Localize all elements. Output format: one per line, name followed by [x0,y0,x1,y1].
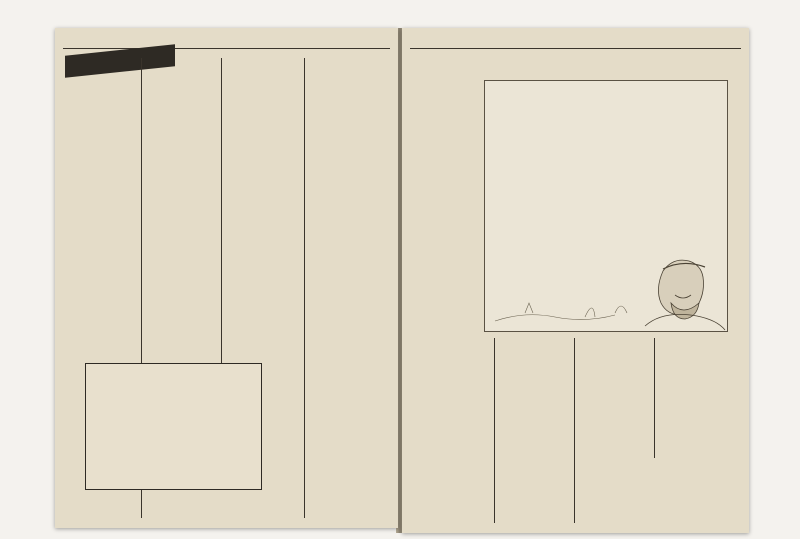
column-rule [221,58,222,388]
right-col-1-text [424,76,492,496]
zwarte-ruiters-box [85,363,262,490]
left-running-header [63,34,390,49]
column-rule [654,338,655,458]
closing-notice [632,456,744,524]
left-page [55,28,398,528]
right-col-4-text [658,340,740,450]
left-col-4-text [307,86,391,518]
left-col-2-text [143,58,219,353]
column-rule [304,58,305,518]
column-rule [574,338,575,523]
column-rule [494,338,495,523]
ruiters-verse-right [178,396,252,444]
right-running-header [410,34,741,49]
ruiters-verse-left [94,396,168,444]
poem-illustration [485,81,727,331]
englands-skuld-poem [484,80,728,332]
right-col-2-text [498,340,570,525]
left-col-3-text [223,94,301,384]
left-col-4-heading-block [307,54,391,60]
ruiters-refrain [138,450,210,484]
landscape-sketch [495,303,627,321]
boer-portrait-icon [645,260,725,330]
